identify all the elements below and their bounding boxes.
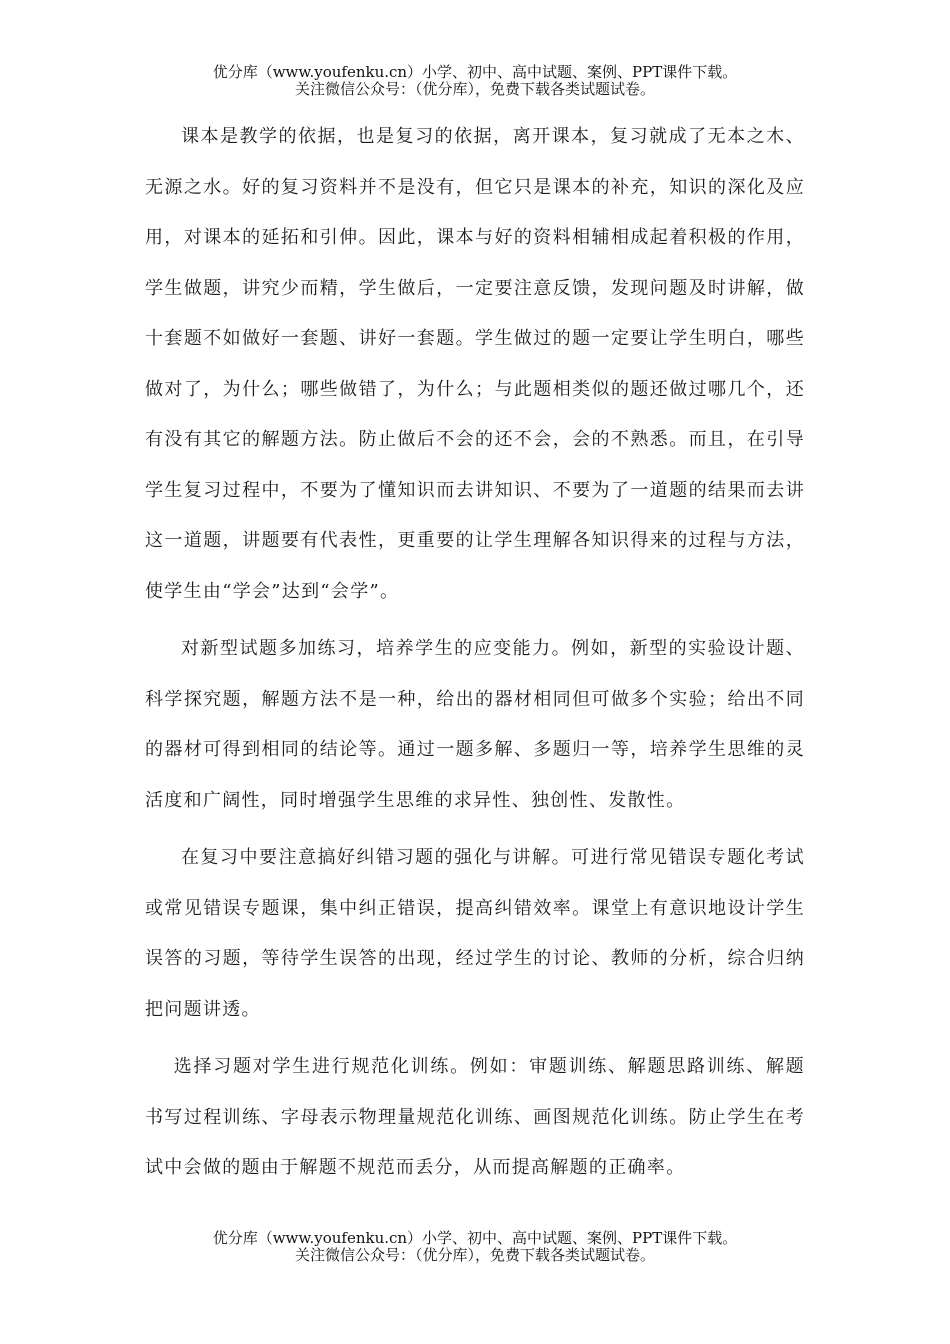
header-line-1: 优分库（www.youfenku.cn）小学、初中、高中试题、案例、PPT课件下载。 <box>212 63 738 81</box>
page-header <box>0 64 950 98</box>
footer-line-2: 关注微信公众号：（优分库），免费下载各类试题试卷。 <box>294 1246 655 1264</box>
paragraph-standardized-training: 选择习题对学生进行规范化训练。例如：审题训练、解题思路训练、解题书写过程训练、字母表示物理量规范化训练、画图规范化训练。防止学生在考试中会做的题由于解题不规范而丢分，从而提高解题的正确率。 <box>145 1056 805 1178</box>
footer-line-1: 优分库（www.youfenku.cn）小学、初中、高中试题、案例、PPT课件下载。 <box>212 1229 738 1247</box>
paragraph-textbook-review: 课本是教学的依据，也是复习的依据，离开课本，复习就成了无本之木、无源之水。好的复习资料并不是没有，但它只是课本的补充，知识的深化及应用，对课本的延拓和引伸。因此，课本与好的资料相辅相成起着积极的作用，学生做题，讲究少而精，学生做后，一定要注意反馈，发现问题及时讲解，做十套题不如做好一套题、讲好一套题。学生做过的题一定要让学生明白，哪些做对了，为什么；哪些做错了，为什么；与此题相类似的题还做过哪几个，还有没有其它的解题方法。防止做后不会的还不会，会的不熟悉。而且，在引导学生复习过程中，不要为了懂知识而去讲知识、不要为了一道题的结果而去讲这一道题，讲题要有代表性，更重要的让学生理解各知识得来的过程与方法，使学生由“学会”达到“会学”。 <box>145 126 805 602</box>
document-body <box>145 112 805 1194</box>
paragraph-error-correction: 在复习中要注意搞好纠错习题的强化与讲解。可进行常见错误专题化考试或常见错误专题课，集中纠正错误，提高纠错效率。课堂上有意识地设计学生误答的习题，等待学生误答的出现，经过学生的讨论、教师的分析，综合归纳把问题讲透。 <box>145 847 805 1020</box>
header-line-2: 关注微信公众号：（优分库），免费下载各类试题试卷。 <box>294 80 655 98</box>
page-footer <box>0 1230 950 1264</box>
paragraph-new-question-types: 对新型试题多加练习，培养学生的应变能力。例如，新型的实验设计题、科学探究题，解题方法不是一种，给出的器材相同但可做多个实验；给出不同的器材可得到相同的结论等。通过一题多解、多题归一等，培养学生思维的灵活度和广阔性，同时增强学生思维的求异性、独创性、发散性。 <box>145 638 805 811</box>
